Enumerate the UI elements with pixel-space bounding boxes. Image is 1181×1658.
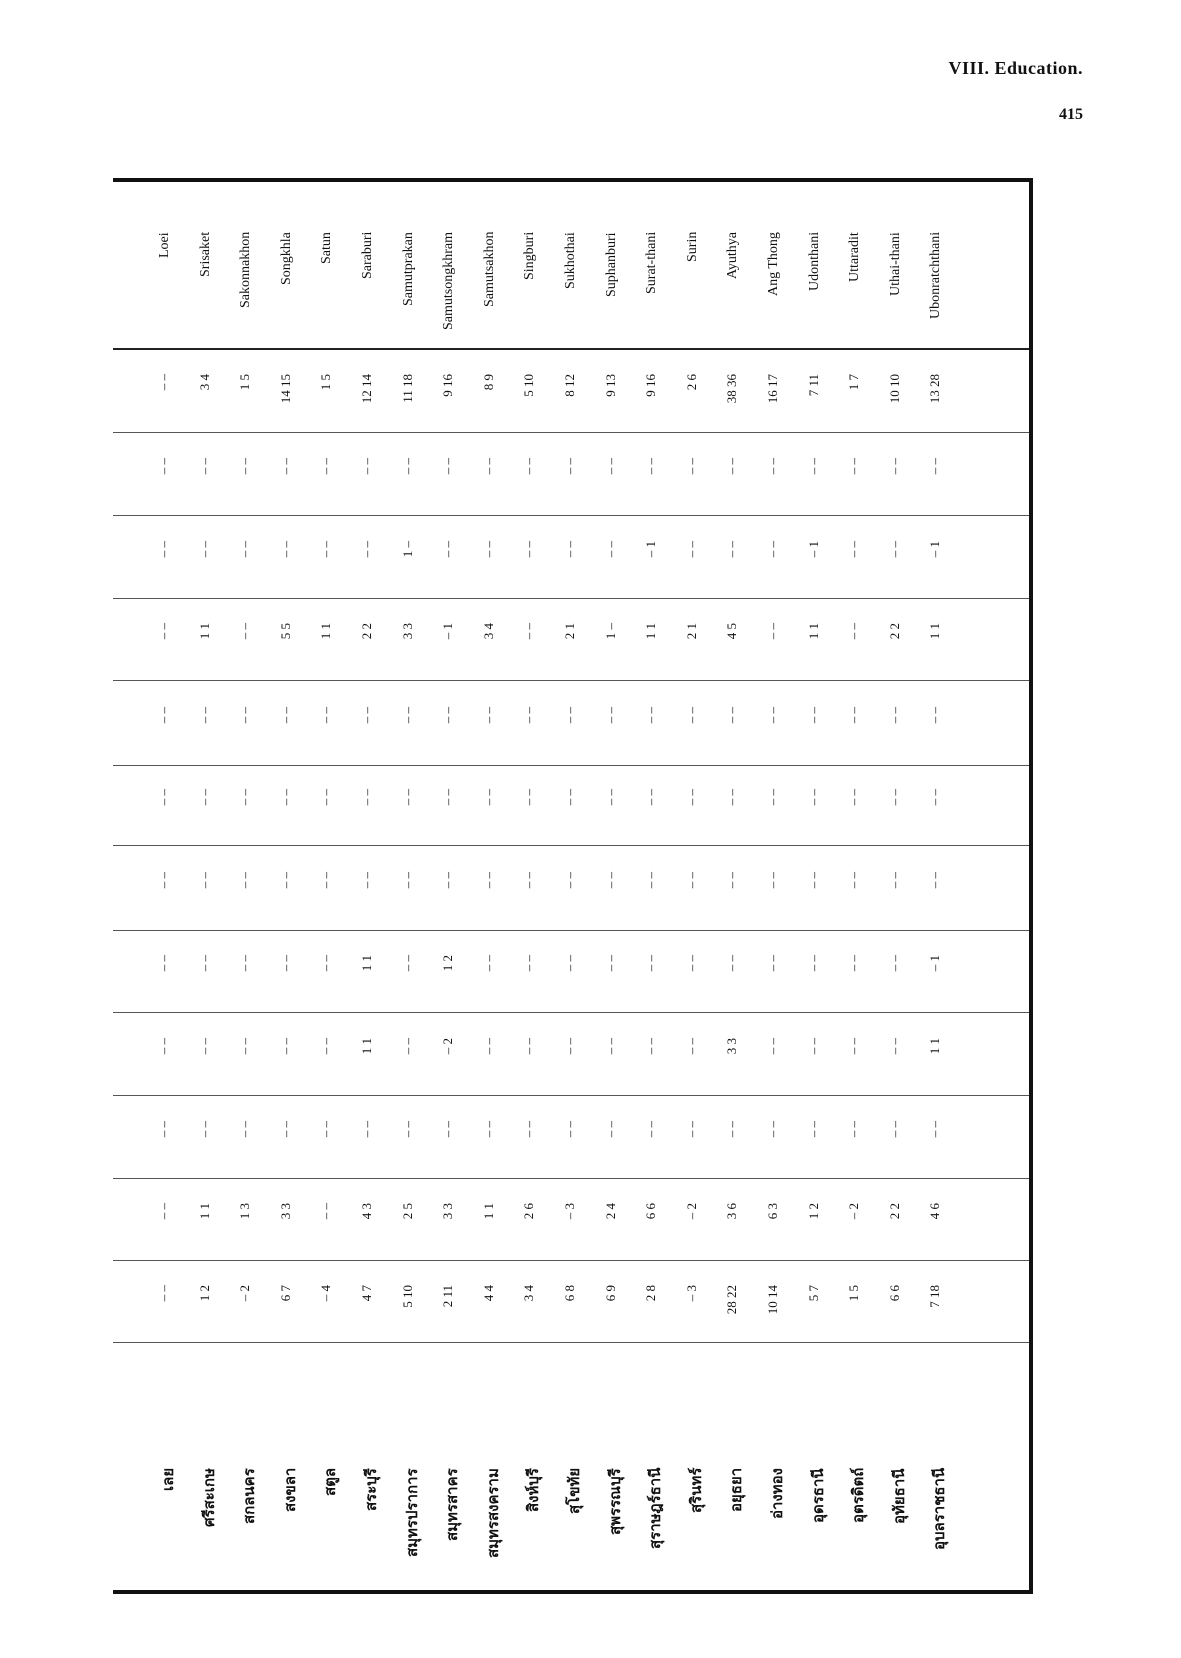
table-cell: – – bbox=[765, 541, 780, 558]
table-cell: – – bbox=[481, 541, 496, 558]
table-cell: – – bbox=[237, 1038, 252, 1055]
table-cell: – – bbox=[603, 872, 618, 889]
table-cell: – – bbox=[927, 872, 942, 889]
table-cell: 1 1 bbox=[359, 955, 374, 972]
table-cell: – – bbox=[643, 955, 658, 972]
table-cell: – – bbox=[156, 872, 171, 889]
table-cell: – – bbox=[400, 955, 415, 972]
table-cell: 12 14 bbox=[359, 374, 374, 404]
table-cell: – – bbox=[927, 789, 942, 806]
table-cell: – – bbox=[603, 707, 618, 724]
table-cell: – – bbox=[521, 623, 536, 640]
table-cell: 1 1 bbox=[927, 623, 942, 640]
table-cell: – – bbox=[481, 1121, 496, 1138]
province-label-en: Satun bbox=[319, 232, 334, 264]
table-cell: 5 5 bbox=[278, 623, 293, 640]
province-label-th: สงขลา bbox=[281, 1468, 299, 1513]
table-cell: – – bbox=[521, 872, 536, 889]
table-cell: – – bbox=[521, 1121, 536, 1138]
table-cell: – – bbox=[562, 541, 577, 558]
table-cell: – – bbox=[887, 955, 902, 972]
table-cell: 3 4 bbox=[521, 1285, 536, 1302]
row-divider bbox=[113, 432, 1029, 433]
table-cell: 2 4 bbox=[603, 1203, 618, 1220]
table-cell: – – bbox=[846, 1121, 861, 1138]
table-cell: – – bbox=[643, 1038, 658, 1055]
table-cell: – – bbox=[400, 707, 415, 724]
table-cell: – – bbox=[197, 458, 212, 475]
table-cell: – – bbox=[481, 458, 496, 475]
table-cell: – – bbox=[724, 872, 739, 889]
table-cell: 4 3 bbox=[359, 1203, 374, 1220]
table-cell: – – bbox=[643, 872, 658, 889]
table-cell: – – bbox=[237, 623, 252, 640]
table-cell: – – bbox=[562, 789, 577, 806]
table-cell: – – bbox=[846, 623, 861, 640]
province-label-th: ศรีสะเกษ bbox=[200, 1468, 218, 1527]
table-cell: 1 1 bbox=[197, 623, 212, 640]
province-label-th: สมุทรปราการ bbox=[403, 1468, 421, 1557]
page-number: 415 bbox=[1059, 106, 1083, 123]
table-cell: – – bbox=[765, 1038, 780, 1055]
table-cell: 4 6 bbox=[927, 1203, 942, 1220]
table-cell: 8 9 bbox=[481, 374, 496, 391]
table-cell: – – bbox=[278, 1121, 293, 1138]
table-cell: – – bbox=[603, 1038, 618, 1055]
table-cell: – – bbox=[765, 1121, 780, 1138]
table-cell: – – bbox=[887, 458, 902, 475]
table-cell: – – bbox=[887, 872, 902, 889]
table-cell: – – bbox=[846, 789, 861, 806]
province-label-th: เลย bbox=[159, 1468, 177, 1492]
table-cell: – 2 bbox=[684, 1203, 699, 1220]
table-cell: – – bbox=[156, 1285, 171, 1302]
table-cell: – – bbox=[927, 707, 942, 724]
table-cell: 9 16 bbox=[440, 374, 455, 397]
province-label-en: Srisaket bbox=[198, 232, 213, 278]
table-cell: 2 1 bbox=[562, 623, 577, 640]
table-cell: – – bbox=[724, 458, 739, 475]
table-cell: – – bbox=[724, 955, 739, 972]
table-cell: – – bbox=[156, 623, 171, 640]
province-label-th: สมุทรสงคราม bbox=[484, 1468, 502, 1558]
table-cell: – – bbox=[278, 955, 293, 972]
row-divider bbox=[113, 1342, 1029, 1343]
table-cell: – – bbox=[278, 541, 293, 558]
table-cell: – – bbox=[684, 1121, 699, 1138]
table-cell: – – bbox=[562, 458, 577, 475]
table-cell: 9 13 bbox=[603, 374, 618, 397]
table-cell: – – bbox=[643, 789, 658, 806]
table-cell: 6 3 bbox=[765, 1203, 780, 1220]
table-cell: 3 4 bbox=[481, 623, 496, 640]
table-cell: – 3 bbox=[684, 1285, 699, 1302]
table-cell: – – bbox=[765, 872, 780, 889]
table-cell: – – bbox=[278, 789, 293, 806]
table-cell: 1 1 bbox=[927, 1038, 942, 1055]
table-cell: 28 22 bbox=[724, 1285, 739, 1315]
table-cell: 1 2 bbox=[440, 955, 455, 972]
table-cell: – – bbox=[562, 1038, 577, 1055]
section-title: VIII. Education. bbox=[948, 58, 1083, 78]
table-cell: – – bbox=[359, 789, 374, 806]
table-cell: – – bbox=[481, 955, 496, 972]
province-label-en: Ayuthya bbox=[725, 232, 740, 279]
table-cell: – – bbox=[562, 872, 577, 889]
table-cell: 5 10 bbox=[400, 1285, 415, 1308]
table-cell: – – bbox=[724, 1121, 739, 1138]
province-label-en: Udonthani bbox=[807, 232, 822, 292]
table-cell: 1 3 bbox=[237, 1203, 252, 1220]
province-label-en: Ang Thong bbox=[766, 232, 781, 296]
province-label-en: Uttaradit bbox=[847, 232, 862, 282]
province-label-en: Saraburi bbox=[360, 232, 375, 280]
table-cell: 7 18 bbox=[927, 1285, 942, 1308]
table-cell: – – bbox=[846, 1038, 861, 1055]
table-cell: – – bbox=[684, 707, 699, 724]
table-cell: 6 8 bbox=[562, 1285, 577, 1302]
table-cell: – – bbox=[887, 1038, 902, 1055]
table-cell: – – bbox=[521, 458, 536, 475]
table-cell: – – bbox=[278, 458, 293, 475]
table-cell: 3 3 bbox=[278, 1203, 293, 1220]
province-label-th: สุพรรณบุรี bbox=[606, 1468, 624, 1535]
table-cell: 4 4 bbox=[481, 1285, 496, 1302]
province-label-th: สระบุรี bbox=[362, 1468, 380, 1511]
province-label-th: อุดรธานี bbox=[809, 1468, 827, 1523]
table-cell: 1 – bbox=[603, 623, 618, 640]
table-cell: 1 1 bbox=[643, 623, 658, 640]
table-cell: 4 7 bbox=[359, 1285, 374, 1302]
table-cell: 1 5 bbox=[846, 1285, 861, 1302]
table-cell: – – bbox=[481, 872, 496, 889]
table-cell: – – bbox=[359, 707, 374, 724]
province-label-th: สุรินทร์ bbox=[687, 1468, 705, 1514]
table-cell: – – bbox=[806, 1038, 821, 1055]
table-cell: – – bbox=[318, 541, 333, 558]
table-cell: 1 5 bbox=[237, 374, 252, 391]
table-cell: 2 11 bbox=[440, 1285, 455, 1308]
table-cell: – – bbox=[400, 458, 415, 475]
table-cell: 6 9 bbox=[603, 1285, 618, 1302]
province-label-en: Uthai-thani bbox=[888, 232, 903, 296]
table-cell: – – bbox=[724, 707, 739, 724]
table-cell: – – bbox=[156, 1121, 171, 1138]
table-cell: – 1 bbox=[440, 623, 455, 640]
table-cell: – – bbox=[359, 458, 374, 475]
table-cell: – – bbox=[765, 955, 780, 972]
province-label-en: Songkhla bbox=[279, 232, 294, 285]
province-label-th: สุราษฎร์ธานี bbox=[646, 1468, 664, 1550]
table-cell: – – bbox=[237, 872, 252, 889]
table-cell: – – bbox=[603, 789, 618, 806]
table-cell: – – bbox=[806, 955, 821, 972]
table-cell: – – bbox=[887, 1121, 902, 1138]
province-label-en: Singburi bbox=[522, 232, 537, 281]
table-cell: – – bbox=[440, 789, 455, 806]
table-cell: 3 3 bbox=[440, 1203, 455, 1220]
table-cell: – 1 bbox=[927, 541, 942, 558]
table-cell: – – bbox=[197, 707, 212, 724]
table-cell: – – bbox=[237, 1121, 252, 1138]
table-cell: 6 6 bbox=[887, 1285, 902, 1302]
province-label-en: Samutprakan bbox=[401, 232, 416, 306]
table-cell: – – bbox=[481, 707, 496, 724]
table-cell: – – bbox=[359, 1121, 374, 1138]
province-label-th: อ่างทอง bbox=[768, 1468, 786, 1519]
province-label-th: สิงห์บุรี bbox=[524, 1468, 542, 1512]
table-cell: – – bbox=[927, 458, 942, 475]
table-cell: – – bbox=[684, 872, 699, 889]
table-cell: 2 6 bbox=[521, 1203, 536, 1220]
table-cell: – – bbox=[440, 541, 455, 558]
table-cell: – – bbox=[400, 1121, 415, 1138]
table-cell: – – bbox=[156, 955, 171, 972]
table-cell: 1 1 bbox=[359, 1038, 374, 1055]
table-cell: – – bbox=[806, 789, 821, 806]
table-cell: 1 1 bbox=[197, 1203, 212, 1220]
table-cell: – – bbox=[359, 541, 374, 558]
table-cell: 1 1 bbox=[806, 623, 821, 640]
row-divider bbox=[113, 845, 1029, 846]
table-cell: 8 12 bbox=[562, 374, 577, 397]
table-cell: 3 3 bbox=[400, 623, 415, 640]
table-cell: – – bbox=[603, 955, 618, 972]
table-cell: – – bbox=[440, 872, 455, 889]
table-cell: – – bbox=[318, 872, 333, 889]
table-cell: 10 14 bbox=[765, 1285, 780, 1315]
table-cell: 1 1 bbox=[481, 1203, 496, 1220]
table-cell: – – bbox=[765, 789, 780, 806]
table-cell: 2 1 bbox=[684, 623, 699, 640]
province-label-th: สุโขทัย bbox=[565, 1468, 583, 1515]
table-cell: – – bbox=[156, 458, 171, 475]
table-cell: 6 7 bbox=[278, 1285, 293, 1302]
table-cell: – – bbox=[643, 707, 658, 724]
row-divider bbox=[113, 1260, 1029, 1261]
table-cell: 2 5 bbox=[400, 1203, 415, 1220]
table-cell: – – bbox=[481, 789, 496, 806]
table-cell: – – bbox=[440, 458, 455, 475]
table-cell: – – bbox=[562, 955, 577, 972]
table-cell: 1 2 bbox=[806, 1203, 821, 1220]
table-cell: – – bbox=[400, 789, 415, 806]
table-cell: – – bbox=[278, 872, 293, 889]
table-cell: 3 4 bbox=[197, 374, 212, 391]
table-cell: – – bbox=[197, 789, 212, 806]
province-label-th: อุทัยธานี bbox=[890, 1468, 908, 1524]
table-cell: 5 10 bbox=[521, 374, 536, 397]
table-cell: 13 28 bbox=[927, 374, 942, 404]
table-cell: 1 1 bbox=[318, 623, 333, 640]
table-cell: – – bbox=[156, 789, 171, 806]
table-cell: – – bbox=[237, 789, 252, 806]
table-cell: – – bbox=[603, 541, 618, 558]
table-cell: – – bbox=[318, 1203, 333, 1220]
table-cell: 1 – bbox=[400, 541, 415, 558]
table-cell: – – bbox=[684, 541, 699, 558]
table-cell: – – bbox=[887, 707, 902, 724]
row-divider bbox=[113, 680, 1029, 681]
table-cell: – – bbox=[806, 707, 821, 724]
table-cell: – – bbox=[765, 458, 780, 475]
table-cell: – – bbox=[765, 623, 780, 640]
province-label-th: อุบลราชธานี bbox=[930, 1468, 948, 1551]
row-divider bbox=[113, 1012, 1029, 1013]
table-cell: – – bbox=[603, 458, 618, 475]
table-cell: 2 2 bbox=[887, 1203, 902, 1220]
table-cell: – – bbox=[846, 955, 861, 972]
table-cell: – – bbox=[156, 374, 171, 391]
table-cell: 2 8 bbox=[643, 1285, 658, 1302]
table-cell: – – bbox=[562, 707, 577, 724]
table-cell: – – bbox=[603, 1121, 618, 1138]
table-cell: 14 15 bbox=[278, 374, 293, 404]
table-cell: – 3 bbox=[562, 1203, 577, 1220]
table-cell: – – bbox=[156, 1203, 171, 1220]
table-cell: – – bbox=[521, 789, 536, 806]
table-cell: – – bbox=[887, 541, 902, 558]
table-cell: – – bbox=[806, 458, 821, 475]
province-label-en: Sakonnakhon bbox=[238, 232, 253, 309]
table-cell: – – bbox=[278, 707, 293, 724]
table-cell: – – bbox=[197, 1121, 212, 1138]
table-cell: – – bbox=[197, 541, 212, 558]
table-cell: – 2 bbox=[846, 1203, 861, 1220]
table-cell: 2 2 bbox=[359, 623, 374, 640]
table-cell: – – bbox=[521, 1038, 536, 1055]
table-cell: – 1 bbox=[806, 541, 821, 558]
province-label-th: อุตรดิตถ์ bbox=[849, 1468, 867, 1524]
table-cell: – – bbox=[887, 789, 902, 806]
province-label-en: Surin bbox=[685, 232, 700, 263]
table-cell: – – bbox=[359, 872, 374, 889]
province-label-en: Samutsakhon bbox=[482, 232, 497, 308]
table-cell: – – bbox=[765, 707, 780, 724]
table-cell: – – bbox=[562, 1121, 577, 1138]
table-cell: 10 10 bbox=[887, 374, 902, 404]
table-cell: 1 5 bbox=[318, 374, 333, 391]
table-cell: 3 6 bbox=[724, 1203, 739, 1220]
province-label-th: สตูล bbox=[321, 1468, 339, 1497]
table-cell: – – bbox=[846, 872, 861, 889]
table-cell: – – bbox=[643, 458, 658, 475]
table-cell: – – bbox=[684, 1038, 699, 1055]
table-cell: – – bbox=[521, 955, 536, 972]
table-cell: 5 7 bbox=[806, 1285, 821, 1302]
table-cell: – – bbox=[237, 458, 252, 475]
province-label-en: Sukhothai bbox=[563, 232, 578, 289]
table-cell: – – bbox=[197, 872, 212, 889]
table-cell: – – bbox=[521, 707, 536, 724]
table-cell: – – bbox=[156, 541, 171, 558]
province-label-en: Loei bbox=[157, 232, 172, 258]
table-cell: – – bbox=[318, 1121, 333, 1138]
table-cell: – – bbox=[643, 1121, 658, 1138]
row-divider bbox=[113, 1095, 1029, 1096]
province-label-th: อยุธยา bbox=[727, 1468, 745, 1513]
table-cell: – – bbox=[318, 955, 333, 972]
table-cell: – – bbox=[806, 1121, 821, 1138]
table-cell: – – bbox=[400, 872, 415, 889]
table-cell: – – bbox=[197, 955, 212, 972]
province-label-en: Suphanburi bbox=[604, 232, 619, 297]
table-cell: – – bbox=[237, 955, 252, 972]
province-label-th: สมุทรสาคร bbox=[443, 1468, 461, 1541]
table-cell: 2 2 bbox=[887, 623, 902, 640]
table-cell: 1 2 bbox=[197, 1285, 212, 1302]
table-cell: 2 6 bbox=[684, 374, 699, 391]
table-cell: – – bbox=[927, 1121, 942, 1138]
table-cell: – – bbox=[278, 1038, 293, 1055]
table-cell: – – bbox=[400, 1038, 415, 1055]
province-label-th: สกลนคร bbox=[240, 1468, 258, 1524]
table-cell: – – bbox=[521, 541, 536, 558]
row-divider bbox=[113, 515, 1029, 516]
table-cell: – 2 bbox=[440, 1038, 455, 1055]
table-cell: – – bbox=[724, 541, 739, 558]
table-cell: – – bbox=[684, 955, 699, 972]
table-cell: – 4 bbox=[318, 1285, 333, 1302]
table-cell: 7 11 bbox=[806, 374, 821, 397]
table-cell: 6 6 bbox=[643, 1203, 658, 1220]
table-cell: 9 16 bbox=[643, 374, 658, 397]
table-cell: – – bbox=[440, 707, 455, 724]
table-cell: – – bbox=[724, 789, 739, 806]
table-cell: – – bbox=[440, 1121, 455, 1138]
table-cell: 16 17 bbox=[765, 374, 780, 404]
table-cell: – – bbox=[684, 458, 699, 475]
province-label-en: Surat-thani bbox=[644, 232, 659, 295]
table-cell: 11 18 bbox=[400, 374, 415, 403]
table-cell: – – bbox=[318, 1038, 333, 1055]
table-cell: 1 7 bbox=[846, 374, 861, 391]
table-cell: – – bbox=[237, 707, 252, 724]
row-divider bbox=[113, 765, 1029, 766]
table-cell: – – bbox=[481, 1038, 496, 1055]
row-divider bbox=[113, 930, 1029, 931]
table-cell: – 1 bbox=[643, 541, 658, 558]
row-divider bbox=[113, 598, 1029, 599]
table-cell: – – bbox=[197, 1038, 212, 1055]
province-label-en: Samutsongkhram bbox=[441, 232, 456, 330]
table-cell: – – bbox=[156, 1038, 171, 1055]
table-cell: – – bbox=[846, 707, 861, 724]
table-cell: 4 5 bbox=[724, 623, 739, 640]
province-label-en: Ubonratchthani bbox=[928, 232, 943, 320]
table-cell: – – bbox=[806, 872, 821, 889]
table-cell: – – bbox=[318, 458, 333, 475]
table-cell: – – bbox=[684, 789, 699, 806]
table-cell: – 1 bbox=[927, 955, 942, 972]
table-cell: – – bbox=[318, 707, 333, 724]
table-cell: – – bbox=[237, 541, 252, 558]
table-cell: – – bbox=[318, 789, 333, 806]
table-cell: 38 36 bbox=[724, 374, 739, 404]
table-cell: – 2 bbox=[237, 1285, 252, 1302]
table-cell: 3 3 bbox=[724, 1038, 739, 1055]
row-divider bbox=[113, 1178, 1029, 1179]
table-cell: – – bbox=[846, 541, 861, 558]
table-cell: – – bbox=[156, 707, 171, 724]
table-cell: – – bbox=[846, 458, 861, 475]
